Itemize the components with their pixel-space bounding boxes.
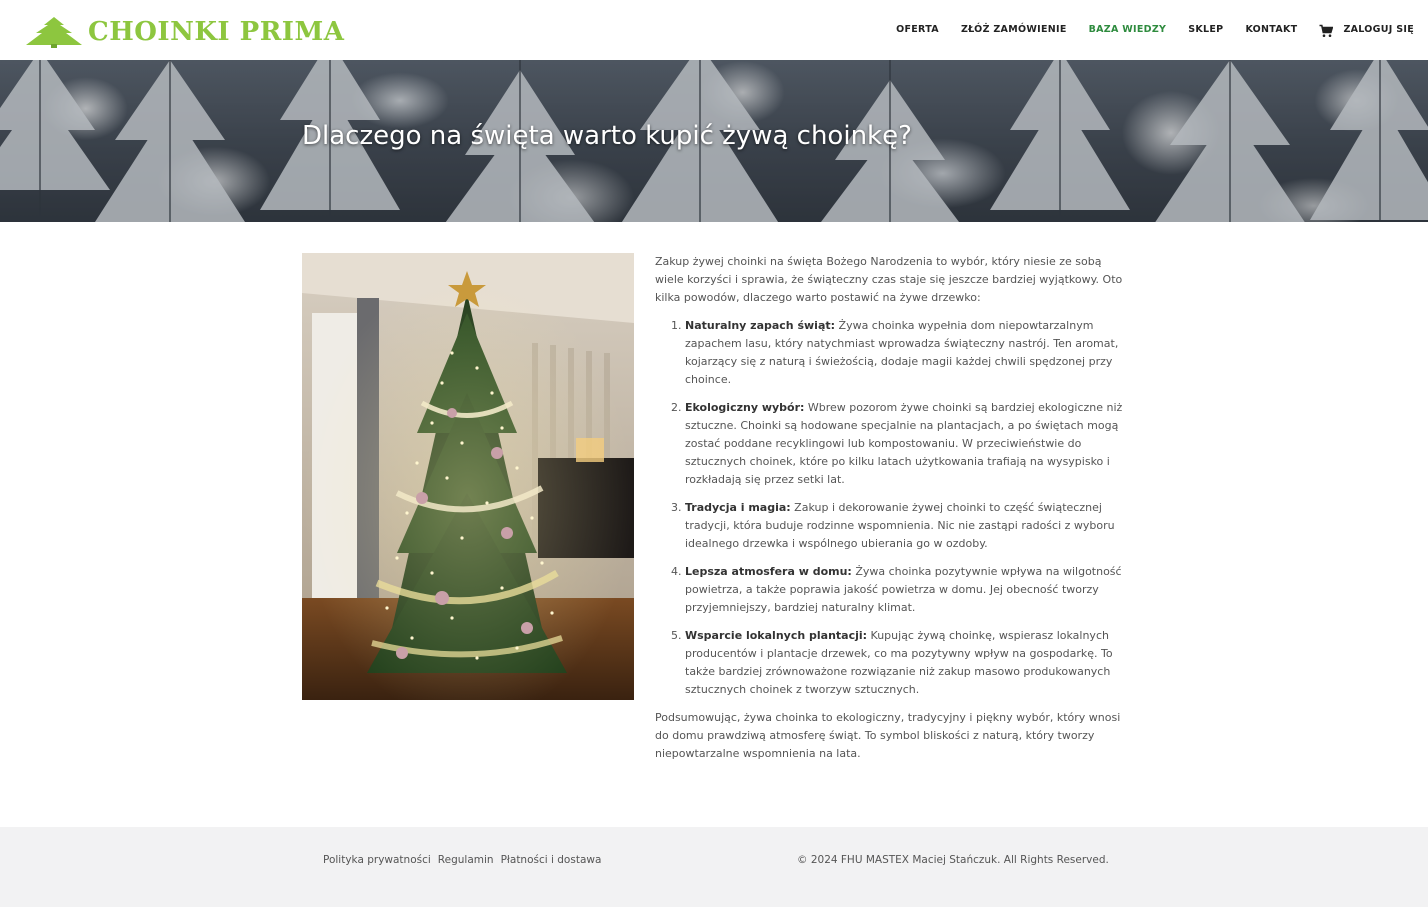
- article-intro: Zakup żywej choinki na święta Bożego Narodzenia to wybór, który niesie ze sobą wiele korzyści i sprawia, że świąteczny czas staje się jeszcze bardziej wyjątkowy. Oto kilka powodów, dlaczego warto postawić na żywe drzewko:: [655, 255, 1123, 304]
- list-item-text: Żywa choinka pozytywnie wpływa na wilgotność powietrza, a także poprawia jakość powietrza w domu. Jej obecność tworzy przyjemniejszy, bardziej naturalny klimat.: [685, 565, 1122, 614]
- site-header: [0, 0, 1428, 60]
- list-item: [685, 563, 1133, 617]
- list-item: [685, 627, 1133, 699]
- christmas-tree-photo: [302, 253, 634, 700]
- list-item-title: Ekologiczny wybór:: [685, 401, 805, 414]
- nav-item-sklep[interactable]: SKLEP: [1188, 24, 1224, 35]
- site-logo[interactable]: [24, 14, 344, 50]
- list-item: [685, 399, 1133, 489]
- list-item-text: Wbrew pozorom żywe choinki są bardziej ekologiczne niż sztuczne. Choinki są hodowane specjalnie na plantacjach, a po świętach mogą zostać poddane recyklingowi lub kompostowaniu. W przeciwieństwie do sztucznych choinek, które po kilku latach użytkowania trafiają na wysypisko i rozkładają się przez setki lat.: [685, 401, 1123, 486]
- site-footer: [0, 827, 1428, 907]
- article-body: [655, 253, 1133, 763]
- list-item-text: Kupując żywą choinkę, wspierasz lokalnych producentów i plantacje drzewek, co ma pozytywny wpływ na gospodarkę. To także bardziej zrównoważone rozwiązanie niż zakup masowo produkowanych sztucznych choinek z tworzyw sztucznych.: [685, 629, 1113, 696]
- article-summary: Podsumowując, żywa choinka to ekologiczny, tradycyjny i piękny wybór, który wnosi do domu prawdziwą atmosferę świąt. To symbol bliskości z naturą, który tworzy niepowtarzalne wspomnienia na lata.: [655, 711, 1121, 760]
- benefits-list: [655, 317, 1133, 699]
- nav-item-zloz-zamowienie[interactable]: ZŁÓŻ ZAMÓWIENIE: [960, 24, 1067, 35]
- login-link[interactable]: ZALOGUJ SIĘ: [1343, 24, 1414, 35]
- footer-link-terms[interactable]: Regulamin: [437, 854, 494, 866]
- brand-name: CHOINKI PRIMA: [88, 17, 345, 47]
- nav-item-kontakt[interactable]: KONTAKT: [1245, 24, 1298, 35]
- list-item-text: Zakup i dekorowanie żywej choinki to część świątecznej tradycji, która buduje rodzinne wspomnienia. Nic nie zastąpi radości z wyboru idealnego drzewka i wspólnego ubierania go w ozdoby.: [685, 501, 1115, 550]
- list-item-title: Wsparcie lokalnych plantacji:: [685, 629, 868, 642]
- nav-item-oferta[interactable]: OFERTA: [896, 24, 939, 35]
- footer-links: [323, 854, 608, 866]
- list-item-text: Żywa choinka wypełnia dom niepowtarzalnym zapachem lasu, który natychmiast wprowadza świąteczny nastrój. Ten aromat, kojarzący się z naturą i świeżością, dodaje magii każdej chwili spędzonej przy choince.: [685, 319, 1119, 386]
- hero-banner: [0, 60, 1428, 222]
- footer-link-privacy-policy[interactable]: Polityka prywatności: [323, 854, 431, 866]
- nav-item-baza-wiedzy[interactable]: BAZA WIEDZY: [1088, 24, 1167, 35]
- list-item-title: Tradycja i magia:: [685, 501, 791, 514]
- copyright-text: © 2024 FHU MASTEX Maciej Stańczuk. All Rights Reserved.: [797, 854, 1109, 866]
- cart-icon[interactable]: [1319, 23, 1333, 37]
- fir-tree-icon: [24, 15, 84, 49]
- list-item: [685, 499, 1133, 553]
- list-item: [685, 317, 1133, 389]
- main-nav: [874, 22, 1414, 38]
- footer-link-payments-delivery[interactable]: Płatności i dostawa: [500, 854, 602, 866]
- list-item-title: Naturalny zapach świąt:: [685, 319, 836, 332]
- page-title: Dlaczego na święta warto kupić żywą choinkę?: [302, 121, 912, 151]
- list-item-title: Lepsza atmosfera w domu:: [685, 565, 852, 578]
